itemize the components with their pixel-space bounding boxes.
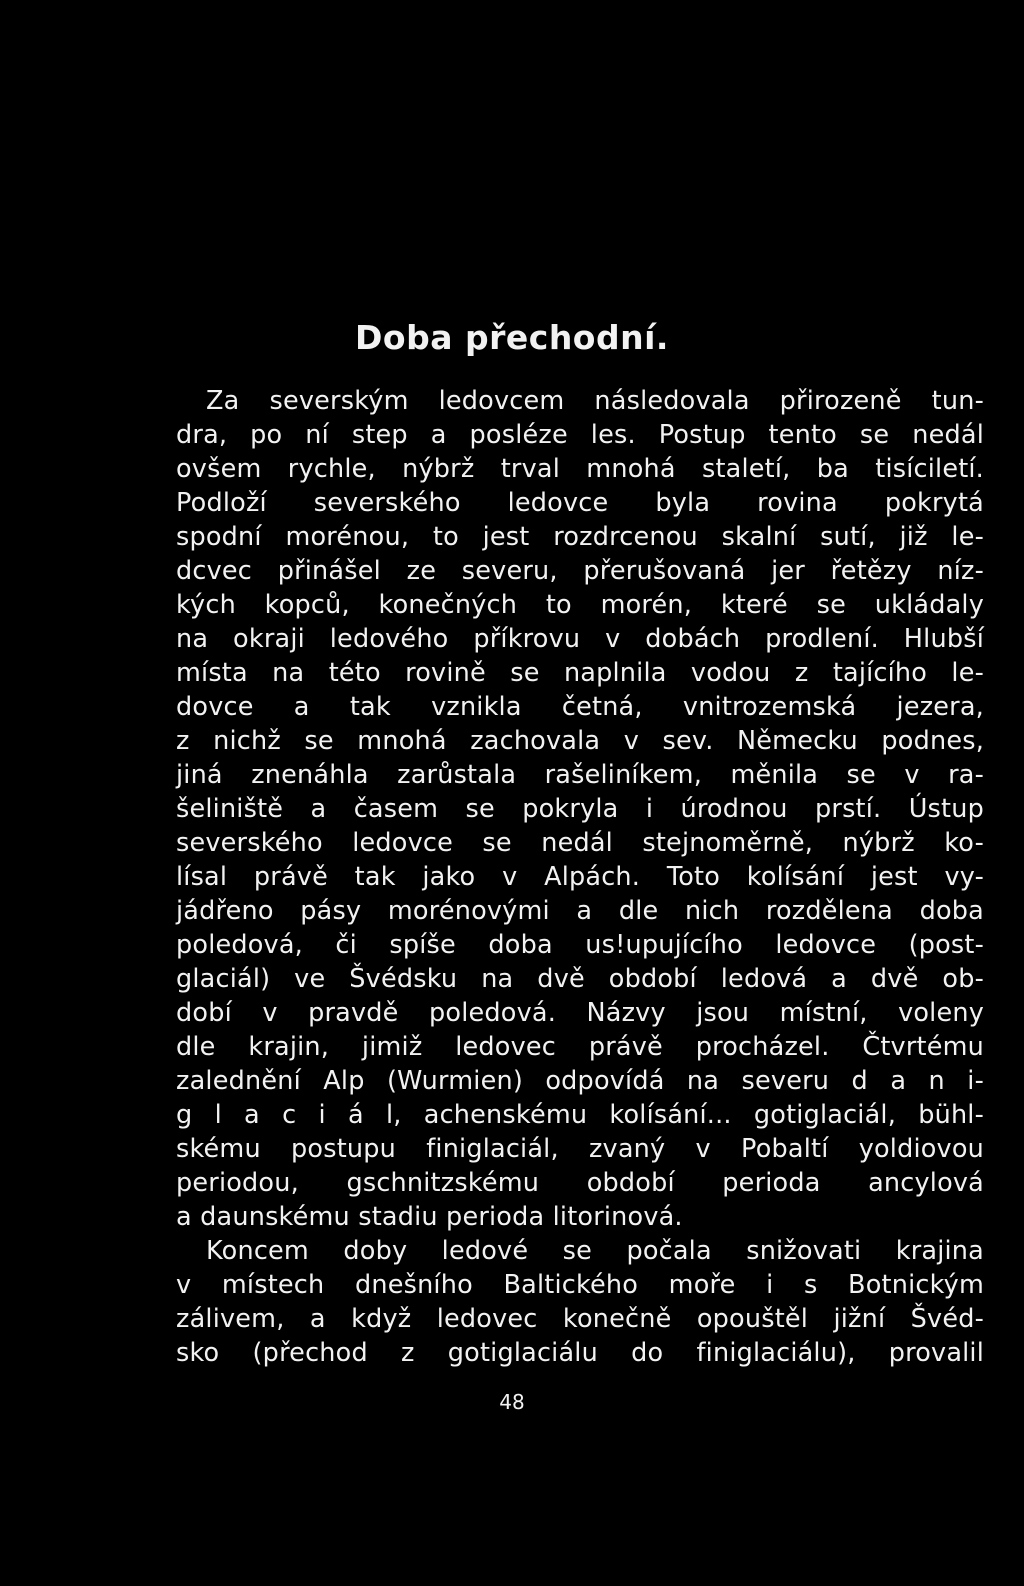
text-line: severského ledovce se nedál stejnoměrně, nýbrž ko- xyxy=(176,828,984,858)
text-line: ovšem rychle, nýbrž trval mnohá staletí, ba tisíciletí. xyxy=(176,454,984,484)
text-line: jádřeno pásy morénovými a dle nich rozdělena doba xyxy=(176,896,984,926)
text-line: šeliniště a časem se pokryla i úrodnou prstí. Ústup xyxy=(176,794,984,824)
text-line: dra, po ní step a posléze les. Postup tento se nedál xyxy=(176,420,984,450)
text-line: dobí v pravdě poledová. Názvy jsou místní, voleny xyxy=(176,998,984,1028)
text-line: Podloží severského ledovce byla rovina pokrytá xyxy=(176,488,984,518)
text-line: periodou, gschnitzskému období perioda ancylová xyxy=(176,1168,984,1198)
body-text xyxy=(176,384,984,1370)
text-line: z nichž se mnohá zachovala v sev. Německu podnes, xyxy=(176,726,984,756)
text-line: kých kopců, konečných to morén, které se ukládaly xyxy=(176,590,984,620)
paragraph-1 xyxy=(176,384,984,1234)
text-line: Za severským ledovcem následovala přirozeně tun- xyxy=(206,386,984,416)
text-line: a daunskému stadiu perioda litorinová. xyxy=(176,1202,683,1232)
text-line: zálivem, a když ledovec konečně opouštěl jižní Švéd- xyxy=(176,1304,984,1334)
text-line: dle krajin, jimiž ledovec právě procházel. Čtvrtému xyxy=(176,1032,984,1062)
paragraph-2 xyxy=(176,1234,984,1370)
text-line: spodní morénou, to jest rozdrcenou skalní sutí, již le- xyxy=(176,522,984,552)
text-line: lísal právě tak jako v Alpách. Toto kolísání jest vy- xyxy=(176,862,984,892)
text-line: na okraji ledového příkrovu v dobách prodlení. Hlubší xyxy=(176,624,984,654)
text-line: místa na této rovině se naplnila vodou z tajícího le- xyxy=(176,658,984,688)
text-line: Koncem doby ledové se počala snižovati krajina xyxy=(206,1236,984,1266)
text-line: g l a c i á l, achenskému kolísání... gotiglaciál, bühl- xyxy=(176,1100,984,1130)
page-number: 48 xyxy=(499,1390,525,1414)
text-line: sko (přechod z gotiglaciálu do finiglaciálu), provalil xyxy=(176,1338,984,1368)
text-line: dcvec přinášel ze severu, přerušovaná jer řetězy níz- xyxy=(176,556,984,586)
text-line: jiná znenáhla zarůstala rašeliníkem, měnila se v ra- xyxy=(176,760,984,790)
text-line: zalednění Alp (Wurmien) odpovídá na severu d a n i- xyxy=(176,1066,984,1096)
text-line: dovce a tak vznikla četná, vnitrozemská jezera, xyxy=(176,692,984,722)
text-line: v místech dnešního Baltického moře i s Botnickým xyxy=(176,1270,984,1300)
text-line: poledová, či spíše doba us!upujícího ledovce (post- xyxy=(176,930,984,960)
text-line: skému postupu finiglaciál, zvaný v Pobaltí yoldiovou xyxy=(176,1134,984,1164)
chapter-title: Doba přechodní. xyxy=(355,318,669,357)
text-line: glaciál) ve Švédsku na dvě období ledová a dvě ob- xyxy=(176,964,984,994)
